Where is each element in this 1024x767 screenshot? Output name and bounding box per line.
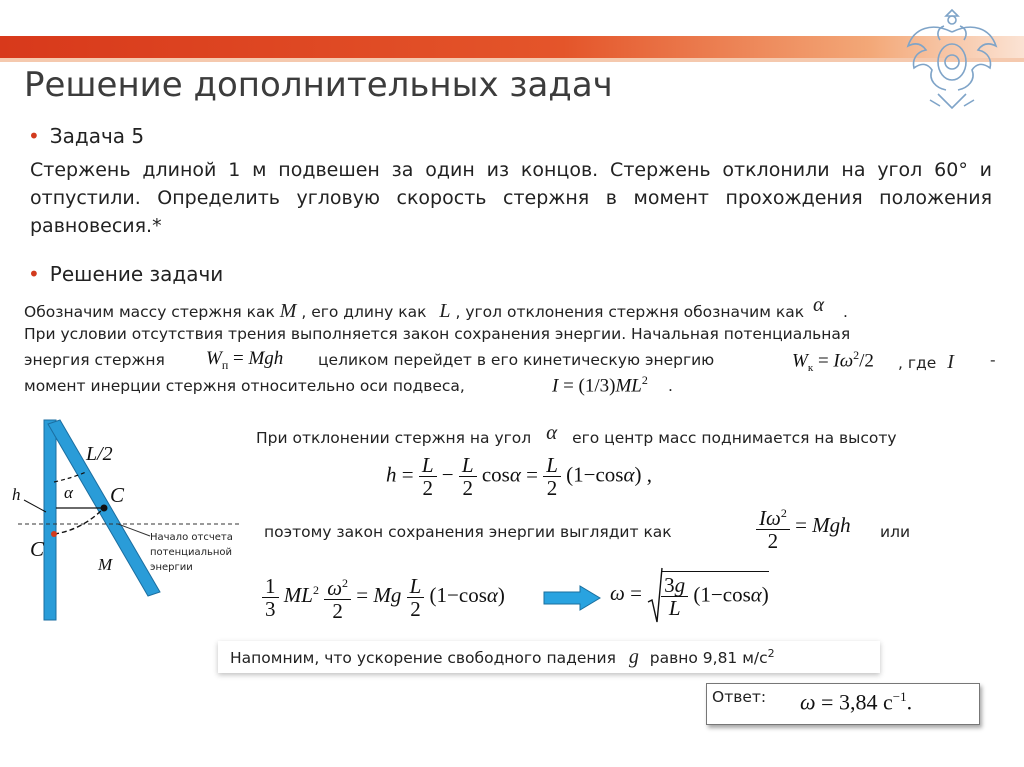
line4-text-a: момент инерции стержня относительно оси подвеса, [24,377,465,395]
line1-text-b: , его длину как [301,303,427,321]
ref-label-3: энергии [150,562,193,573]
symbol-alpha: α [813,292,825,316]
formula-energy: $\frac{1}{3}$ $ML^2$ $\frac{\omega^2}{2}$ = Mg $\frac{L}{2}$ (1−cosα) [262,572,505,622]
note-text: Напомним, что ускорение свободного падения [230,649,616,667]
raise-text-a: При отклонении стержня на угол [256,429,532,447]
bullet-dot-icon: • [28,124,40,148]
answer-formula: ω = 3,84 $с^{-1}$. [800,689,913,715]
answer-label: Ответ: [712,688,767,706]
label-alpha: α [64,483,73,502]
line1-text-c: , угол отклонения стержня обозначим как [455,303,805,321]
law-line: поэтому закон сохранения энергии выглядит как [264,523,672,541]
label-h: h [12,485,21,504]
symbol-m: M [279,300,297,322]
header-banner [0,36,1024,62]
h-pointer [24,500,46,512]
raise-text-b: его центр масс поднимается на высоту [572,429,897,447]
page-title: Решение дополнительных задач [24,65,613,105]
answer-omega: ω [800,689,816,715]
solution-line-3b: целиком перейдет в его кинетическую энергию [318,351,715,369]
formula-inertia: $I = (1/3)ML^2$ [552,373,648,397]
ref-label-2: потенциальной [150,547,233,558]
or-text: или [880,523,911,541]
solution-label: Решение задачи [49,262,224,286]
solution-line-3 [24,351,165,369]
formula-omega: ω = $\frac{3g}{L}$ (1−cosα) [610,566,769,624]
solution-line-3c [898,351,954,374]
line3-dash: - [990,351,996,369]
bullet-dot-icon: • [28,262,40,286]
formula-height: h = $\frac{L}{2}$ − $\frac{L}{2}$ cosα = $\frac{L}{2}$ (1−cosα) , [386,453,652,500]
raise-line [256,420,897,449]
center-high [101,505,108,512]
label-c-right: C [110,483,125,507]
line4-end: . [668,377,673,395]
rod-diagram [0,412,250,632]
formula-wk: $W_к = I\omega^2/2$ [792,348,874,375]
formula-law: $\frac{I\omega^2}{2}$ = Mgh [756,502,851,552]
symbol-i: I [947,351,954,373]
task-statement: Стержень длиной 1 м подвешен за один из концов. Стержень отклонили на угол 60° и отпустили. Определить угловую скорость стержня в момент прохождения положения равновесия.* [30,159,992,237]
line3-text-c: , где [898,354,937,372]
label-c-left: C [30,537,45,561]
formula-wp: $W_п$ = Mgh [206,348,284,372]
note-text-b: равно 9,81 м/с [649,649,768,667]
solution-bullet [28,262,223,286]
right-arrow-icon [542,584,602,612]
symbol-g: g [628,646,639,668]
answer-end: . [906,689,913,715]
line1-text-d: . [843,303,848,321]
label-l2: L/2 [86,443,113,465]
solution-line-4 [24,377,465,395]
label-m: M [98,555,113,574]
vertical-rod [44,420,56,620]
answer-value: 3,84 [838,689,878,715]
answer-exp: −1 [892,689,907,704]
line3-text-a: энергия стержня [24,351,165,369]
line1-text-a: Обозначим массу стержня как [24,303,275,321]
solution-line-1 [24,292,848,323]
center-arc [54,508,104,534]
symbol-alpha-2: α [546,420,558,444]
task-label: Задача 5 [49,124,145,148]
answer-unit: с [882,689,893,715]
center-low [51,531,57,537]
symbol-l: L [439,300,451,322]
task-bullet [28,124,144,148]
ref-label-1: Начало отсчета [150,532,233,543]
eagle-emblem-icon [902,2,1002,114]
note-line [230,646,775,669]
solution-line-2: При условии отсутствия трения выполняется закон сохранения энергии. Начальная потенциальная [24,325,851,343]
note-sup: 2 [767,646,775,660]
